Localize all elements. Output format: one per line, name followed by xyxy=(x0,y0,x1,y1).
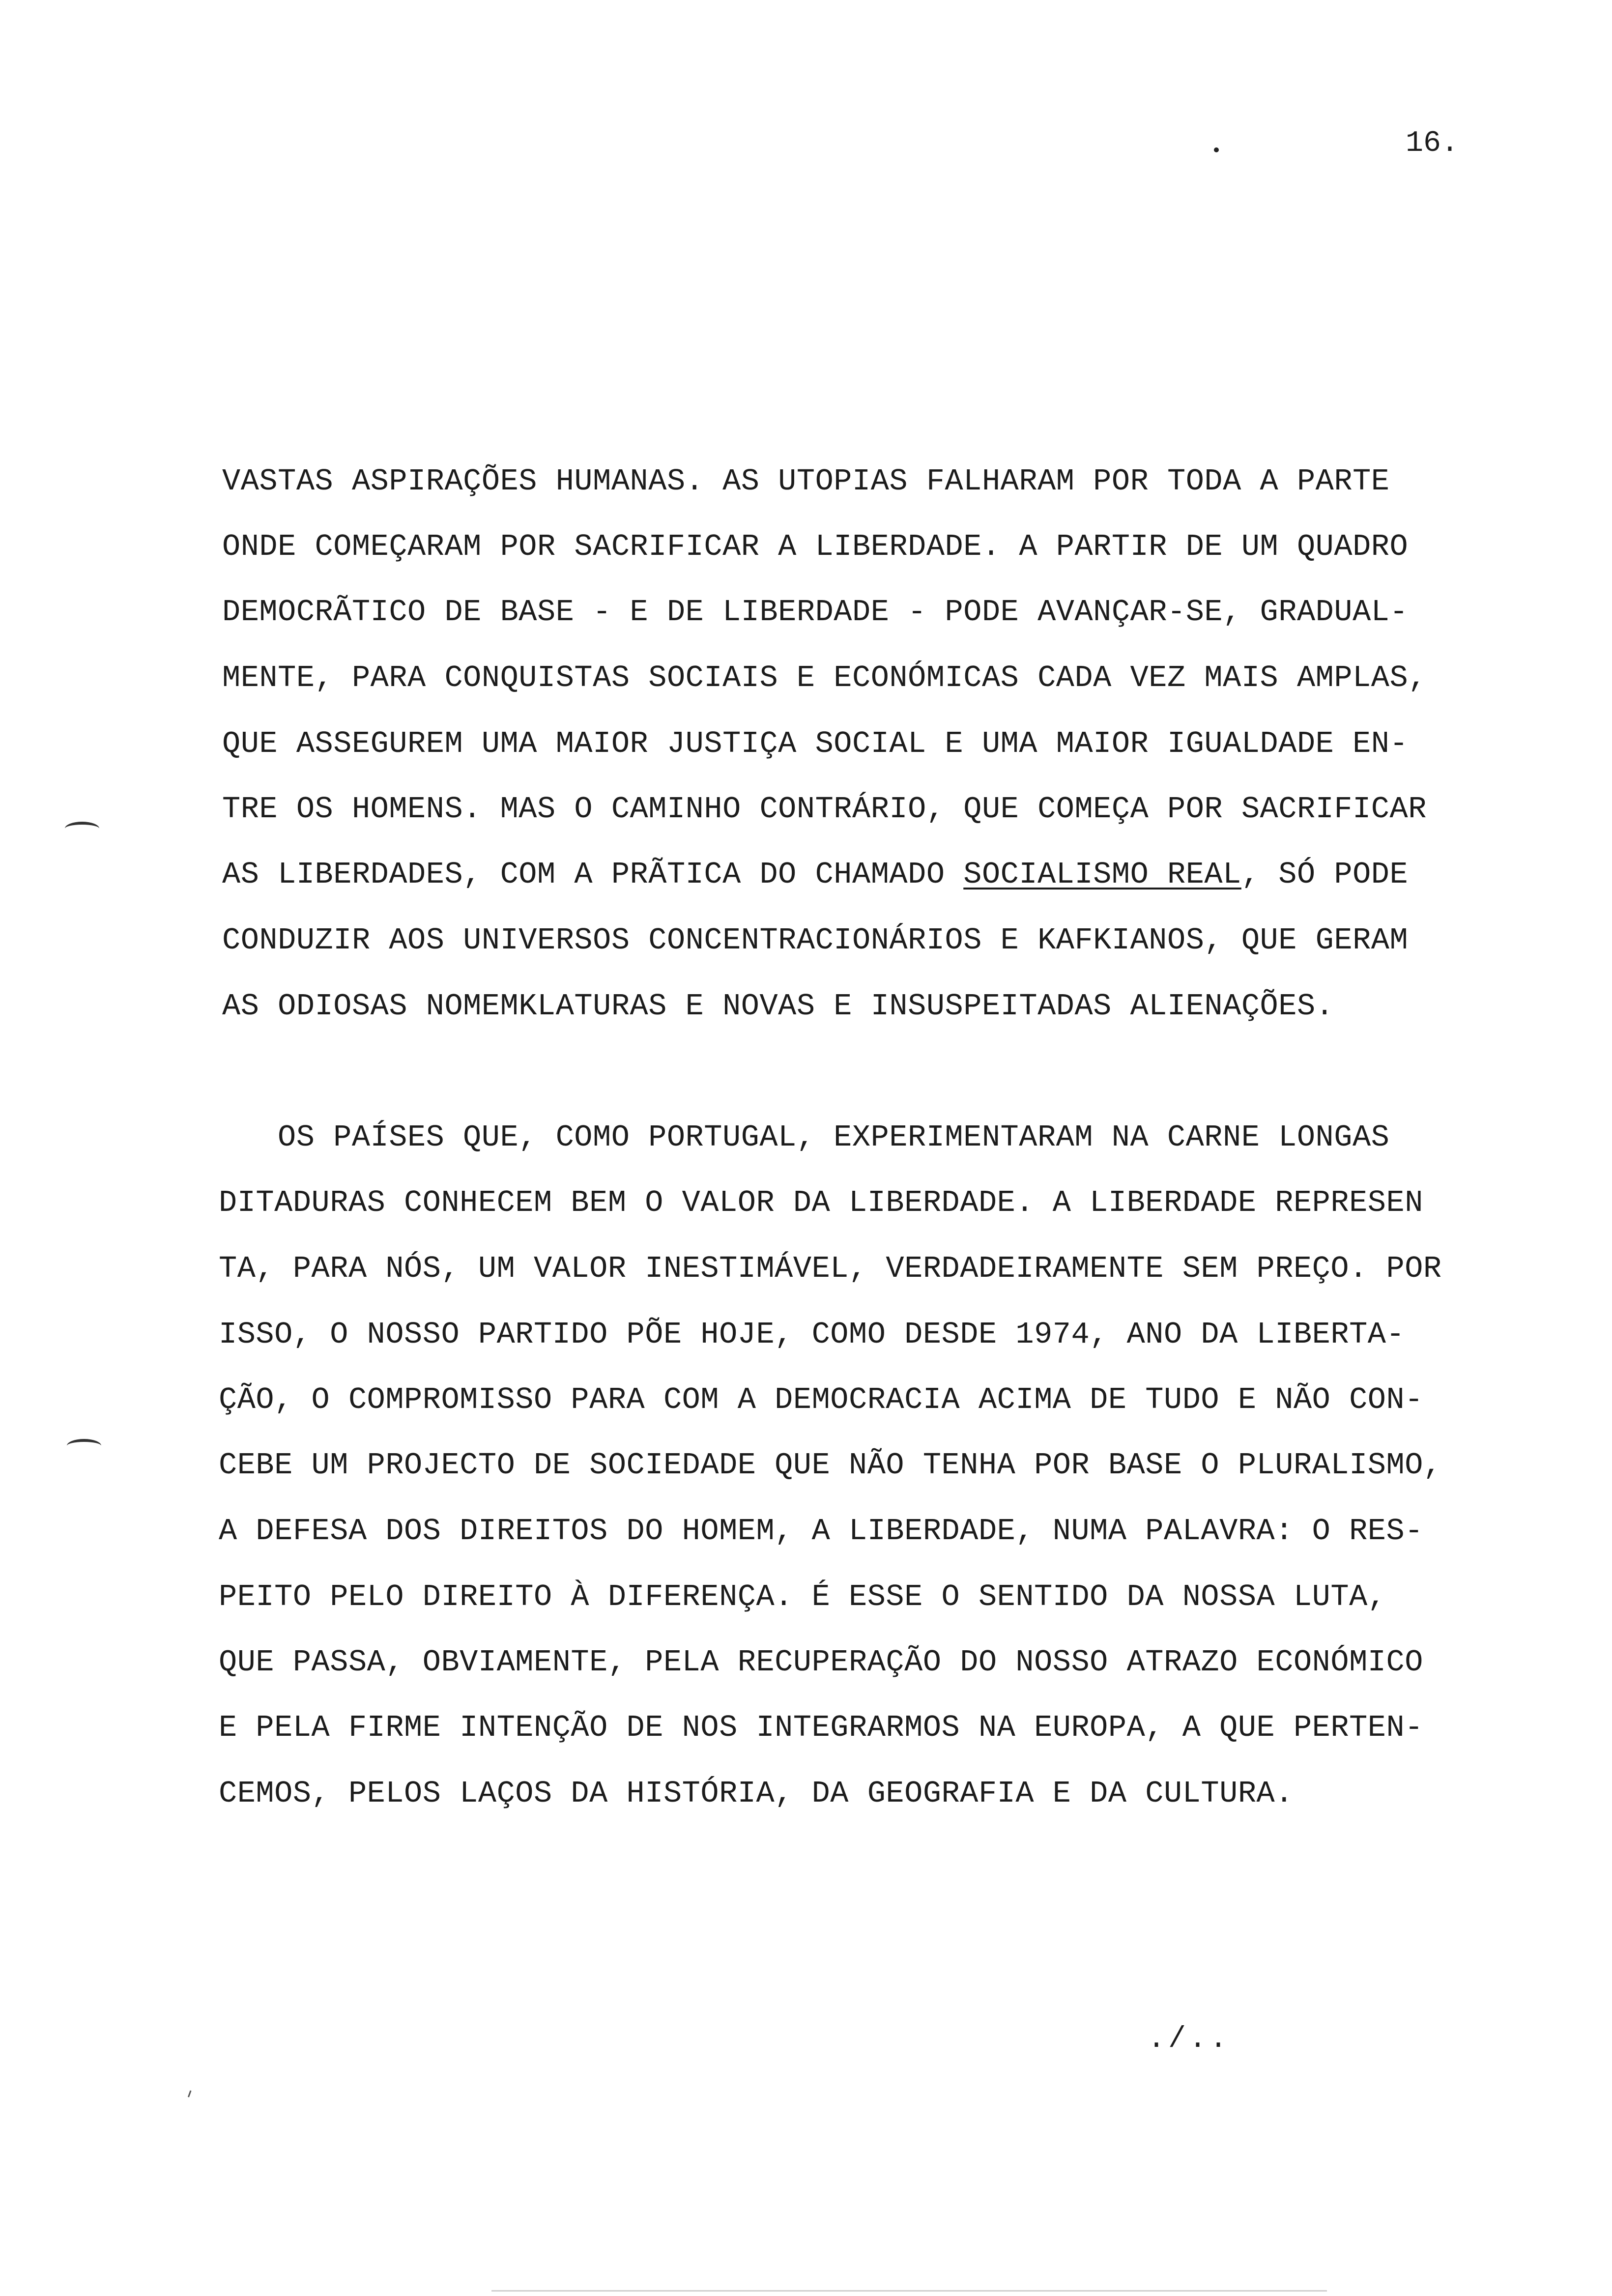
margin-mark-upper xyxy=(65,822,99,835)
paragraph-1-line-1: VASTAS ASPIRAÇÕES HUMANAS. AS UTOPIAS FALHARAM POR TODA A PARTE xyxy=(222,464,1390,499)
paragraph-2-line-10: E PELA FIRME INTENÇÃO DE NOS INTEGRARMOS NA EUROPA, A QUE PERTEN- xyxy=(219,1710,1423,1745)
socialismo-real-underlined: SOCIALISMO REAL xyxy=(963,857,1241,892)
line-7-text-after: , SÓ PODE xyxy=(1241,857,1409,892)
paragraph-1-line-3: DEMOCRÃTICO DE BASE - E DE LIBERDADE - PODE AVANÇAR-SE, GRADUAL- xyxy=(222,595,1409,630)
stray-mark xyxy=(188,2091,195,2099)
stray-dot xyxy=(1214,147,1219,152)
paragraph-1-line-2: ONDE COMEÇARAM POR SACRIFICAR A LIBERDADE. A PARTIR DE UM QUADRO xyxy=(222,529,1409,564)
paragraph-2-line-6: CEBE UM PROJECTO DE SOCIEDADE QUE NÃO TENHA POR BASE O PLURALISMO, xyxy=(219,1448,1442,1483)
paragraph-1-line-4: MENTE, PARA CONQUISTAS SOCIAIS E ECONÓMICAS CADA VEZ MAIS AMPLAS, xyxy=(222,660,1427,695)
paragraph-1-line-5: QUE ASSEGUREM UMA MAIOR JUSTIÇA SOCIAL E UMA MAIOR IGUALDADE EN- xyxy=(222,726,1409,761)
line-7-text-before: AS LIBERDADES, COM A PRÃTICA DO CHAMADO xyxy=(222,857,964,892)
paragraph-1-line-8: CONDUZIR AOS UNIVERSOS CONCENTRACIONÁRIOS E KAFKIANOS, QUE GERAM xyxy=(222,923,1409,958)
continuation-marker: ./.. xyxy=(1148,2023,1231,2056)
bottom-edge-line xyxy=(491,2290,1327,2292)
paragraph-2-line-5: ÇÃO, O COMPROMISSO PARA COM A DEMOCRACIA ACIMA DE TUDO E NÃO CON- xyxy=(219,1382,1423,1417)
paragraph-2-line-9: QUE PASSA, OBVIAMENTE, PELA RECUPERAÇÃO DO NOSSO ATRAZO ECONÓMICO xyxy=(219,1645,1423,1680)
paragraph-2-line-7: A DEFESA DOS DIREITOS DO HOMEM, A LIBERDADE, NUMA PALAVRA: O RES- xyxy=(219,1514,1423,1549)
paragraph-2-line-4: ISSO, O NOSSO PARTIDO PÕE HOJE, COMO DESDE 1974, ANO DA LIBERTA- xyxy=(219,1317,1405,1352)
paragraph-1-line-9: AS ODIOSAS NOMEMKLATURAS E NOVAS E INSUSPEITADAS ALIENAÇÕES. xyxy=(222,989,1334,1024)
page-number: 16. xyxy=(1406,127,1459,160)
paragraph-1-line-7 xyxy=(222,855,1408,894)
margin-mark-lower xyxy=(67,1439,101,1453)
paragraph-1-line-6: TRE OS HOMENS. MAS O CAMINHO CONTRÁRIO, QUE COMEÇA POR SACRIFICAR xyxy=(222,792,1427,827)
paragraph-2-line-8: PEITO PELO DIREITO À DIFERENÇA. É ESSE O SENTIDO DA NOSSA LUTA, xyxy=(219,1579,1386,1614)
paragraph-2-line-3: TA, PARA NÓS, UM VALOR INESTIMÁVEL, VERDADEIRAMENTE SEM PREÇO. POR xyxy=(219,1251,1442,1286)
paragraph-2-line-11: CEMOS, PELOS LAÇOS DA HISTÓRIA, DA GEOGRAFIA E DA CULTURA. xyxy=(219,1776,1294,1811)
paragraph-2-line-1: OS PAÍSES QUE, COMO PORTUGAL, EXPERIMENTARAM NA CARNE LONGAS xyxy=(278,1120,1390,1155)
paragraph-2-line-2: DITADURAS CONHECEM BEM O VALOR DA LIBERDADE. A LIBERDADE REPRESEN xyxy=(219,1185,1423,1220)
